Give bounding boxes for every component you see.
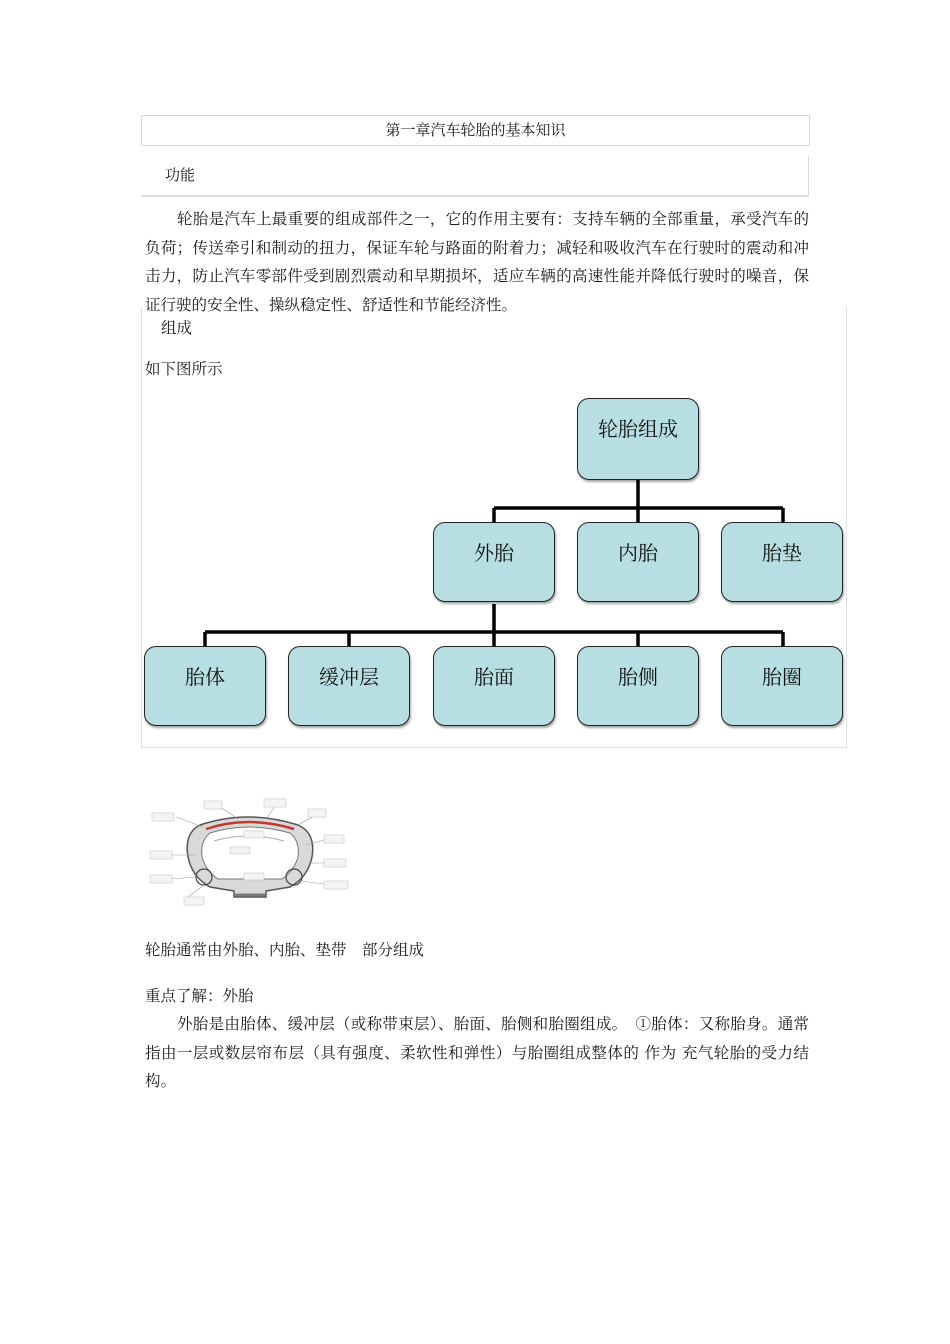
section-heading-function-label: 功能: [165, 166, 196, 184]
node-sidewall: 胎侧: [577, 646, 699, 726]
as-shown-caption: 如下图所示: [145, 360, 223, 378]
chapter-title: 第一章汽车轮胎的基本知识: [141, 115, 810, 146]
composition-sentence: 轮胎通常由外胎、内胎、垫带 部分组成: [145, 941, 425, 959]
node-tread: 胎面: [433, 646, 555, 726]
node-inner-tube: 内胎: [577, 522, 699, 602]
node-carcass: 胎体: [144, 646, 266, 726]
node-outer-tire: 外胎: [433, 522, 555, 602]
node-bead: 胎圈: [721, 646, 843, 726]
function-paragraph: 轮胎是汽车上最重要的组成部件之一，它的作用主要有：支持车辆的全部重量，承受汽车的负荷；传送牵引和制动的扭力，保证车轮与路面的附着力；减轻和吸收汽车在行驶时的震动和冲击力，防止汽车零部件受到剧烈震动和早期损坏，适应车辆的高速性能并降低行驶时的噪音，保证行驶的安全性、操纵稳定性、舒适性和节能经济性。: [145, 210, 809, 314]
node-tire-composition: 轮胎组成: [577, 398, 699, 480]
node-tire-pad: 胎垫: [721, 522, 843, 602]
tire-cross-section-figure: [148, 795, 354, 910]
tire-outline-icon: [187, 817, 313, 897]
focus-heading: 重点了解：外胎: [145, 987, 254, 1005]
section-heading-composition: 组成: [161, 319, 193, 337]
outer-tire-paragraph: 外胎是由胎体、缓冲层（或称带束层）、胎面、胎侧和胎圈组成。 ①胎体：又称胎身。通常指由一层或数层帘布层（具有强度、柔软性和弹性）与胎圈组成整体的 作为 充气轮胎的受力结构。: [145, 1015, 809, 1090]
node-buffer-layer: 缓冲层: [288, 646, 410, 726]
